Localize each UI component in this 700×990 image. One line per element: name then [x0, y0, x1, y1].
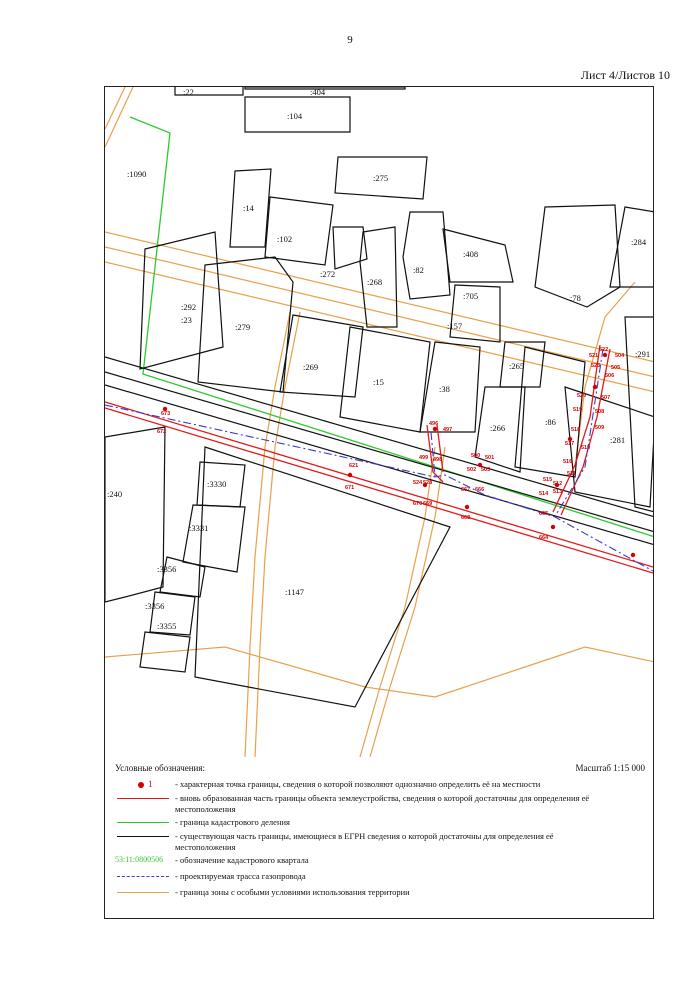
point-label: 498	[433, 457, 443, 463]
point-label: 507	[601, 395, 611, 401]
point-label: 522	[599, 347, 609, 353]
point-label: 510	[581, 445, 591, 451]
point-label: 672	[157, 429, 167, 435]
point-label: 667	[461, 487, 471, 493]
legend-text-cadastral: - граница кадастрового деления	[175, 817, 290, 827]
point-label: 621	[349, 463, 359, 469]
parcel-label: :408	[463, 249, 479, 259]
point-label: 509	[595, 425, 605, 431]
parcel-label: :279	[235, 322, 251, 332]
legend-row-new-boundary	[115, 793, 595, 815]
point-label: 665	[539, 511, 549, 517]
parcel-label: :269	[303, 362, 319, 372]
parcel-label: :22	[183, 87, 194, 97]
parcel-label: :272	[320, 269, 336, 279]
parcel-label: :15	[373, 377, 384, 387]
parcel-label: :3330	[207, 479, 227, 489]
parcel-label: :1147	[285, 587, 305, 597]
point-marker-number: 1	[148, 779, 153, 789]
point-label: 668	[461, 515, 471, 521]
legend-title: Условные обозначения:	[115, 763, 206, 773]
parcel-label: :292	[181, 302, 197, 312]
orange-line-icon	[115, 887, 175, 899]
legend-row-gas	[115, 871, 595, 883]
point-labels	[157, 347, 625, 541]
legend-text-new-boundary: - вновь образованная часть границы объекта землеустройства, сведения о которой достаточны для определения её местоположения	[175, 793, 590, 814]
legend-row-point	[115, 779, 595, 791]
quarter-code-sample	[115, 855, 175, 867]
point-label: 506	[605, 373, 615, 379]
black-line-icon	[115, 831, 175, 843]
parcel-label: :268	[367, 277, 383, 287]
parcel-label: :265	[509, 361, 525, 371]
map-frame	[104, 86, 654, 919]
point-label: 518	[571, 427, 581, 433]
point-label: 516	[563, 459, 573, 465]
point-label: 512	[553, 481, 563, 487]
point-label: 513	[553, 489, 563, 495]
parcel-label: :3356	[145, 601, 165, 611]
parcel-label: :1090	[127, 169, 147, 179]
parcel-label: :284	[631, 237, 647, 247]
point-label: 504	[615, 353, 625, 359]
parcel-label: :266	[490, 423, 506, 433]
point-label: 520	[577, 393, 587, 399]
parcel-label: :3355	[157, 621, 177, 631]
point-label: 503	[481, 467, 491, 473]
point-label: 500	[471, 453, 481, 459]
point-marker-icon	[115, 779, 175, 791]
point-label: 669	[423, 501, 433, 507]
parcel-label: :82	[413, 265, 424, 275]
dash-line-icon	[115, 871, 175, 883]
parcel-label: :705	[463, 291, 479, 301]
legend-row-zone	[115, 887, 595, 899]
legend-scale: Масштаб 1:15 000	[575, 763, 645, 773]
sheet-label: Лист 4/Листов 10	[580, 68, 670, 82]
green-line-icon	[115, 817, 175, 829]
parcel-label: :157	[447, 321, 463, 331]
point-label: 511	[567, 471, 576, 477]
point-label: 524	[413, 480, 423, 486]
parcel-label: :3331	[189, 523, 209, 533]
cadastral-map[interactable]	[105, 87, 654, 757]
legend-row-cadastral	[115, 817, 595, 829]
parcel-label: :240	[107, 489, 123, 499]
parcel-label: :102	[277, 234, 293, 244]
parcel-label: :404	[310, 87, 326, 97]
point-label: 521	[589, 353, 599, 359]
legend-text-quarter: - обозначение кадастрового квартала	[175, 855, 309, 865]
point-label: 664	[539, 535, 549, 541]
point-label: 673	[161, 411, 171, 417]
parcel-label: :14	[243, 203, 254, 213]
point-label: 497	[443, 427, 453, 433]
point-label: 519	[573, 407, 583, 413]
point-label: 670	[413, 501, 423, 507]
point-label: 515	[543, 477, 553, 483]
red-line-icon	[115, 793, 175, 805]
point-label: 514	[539, 491, 549, 497]
parcel-label: :275	[373, 173, 389, 183]
legend-text-existing: - существующая часть границы, имеющиеся в ЕГРН сведения о которой достаточны для определения её местоположения	[175, 831, 554, 852]
parcel-label: :23	[181, 315, 192, 325]
parcel-label: :86	[545, 417, 556, 427]
point-label: 666	[475, 487, 485, 493]
point-label: 496	[429, 421, 439, 427]
parcel-label: :281	[610, 435, 626, 445]
parcel-label: :3356	[157, 564, 177, 574]
legend-row-quarter	[115, 855, 595, 867]
parcel-label: :104	[287, 111, 303, 121]
map-legend	[105, 757, 653, 919]
parcel-labels	[107, 87, 650, 631]
page-number: 9	[347, 34, 353, 46]
legend-row-existing	[115, 831, 595, 853]
point-label: 505	[611, 365, 621, 371]
quarter-code: 53:11:0800506	[115, 855, 164, 864]
legend-text-zone: - граница зоны с особыми условиями использования территории	[175, 887, 410, 897]
point-label: 502	[467, 467, 477, 473]
point-label: 501	[485, 455, 495, 461]
legend-text-gas: - проектируемая трасса газопровода	[175, 871, 306, 881]
point-label: 499	[419, 455, 429, 461]
point-label: 528	[423, 480, 433, 486]
point-label: 523	[591, 363, 601, 369]
point-label: 671	[345, 485, 355, 491]
parcel-label: :291	[635, 349, 651, 359]
legend-text-point: - характерная точка границы, сведения о которой позволяют однозначно определить её на местности	[175, 779, 541, 789]
point-label: 508	[595, 409, 605, 415]
parcel-label: :78	[570, 293, 581, 303]
point-label: 517	[565, 441, 575, 447]
parcel-label: :38	[439, 384, 450, 394]
